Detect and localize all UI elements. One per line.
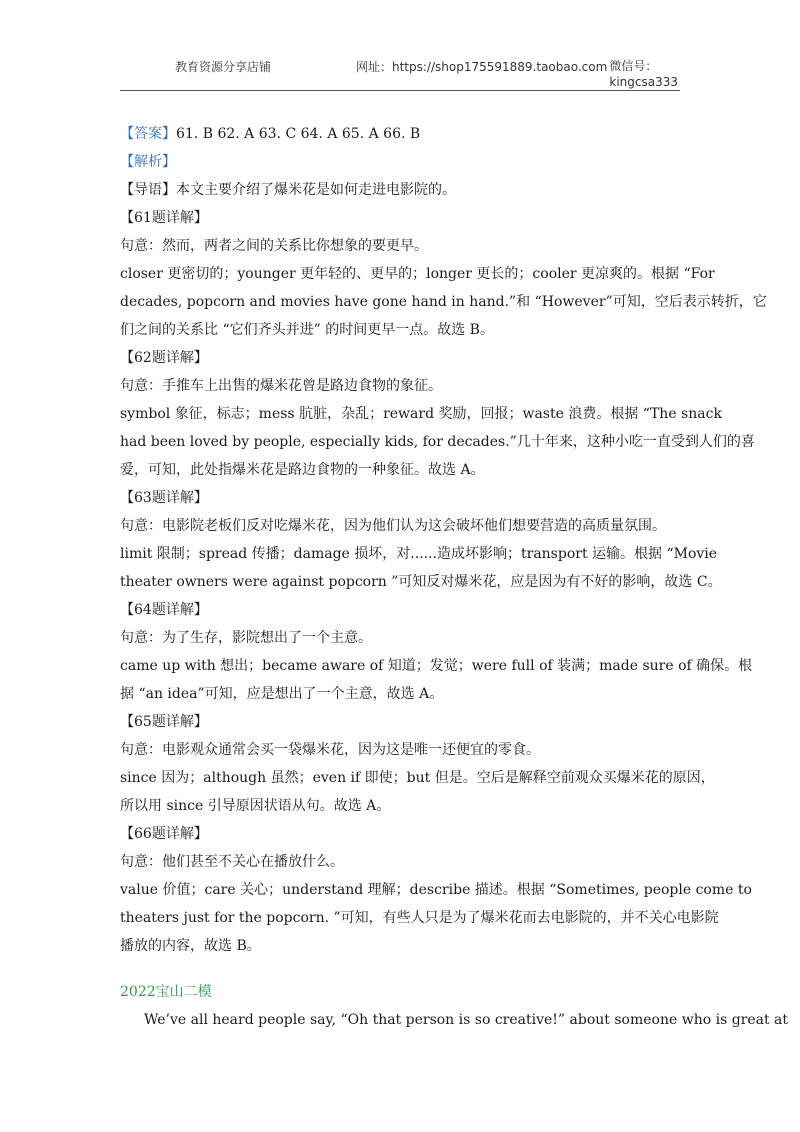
q66-line: 播放的内容，故选 B。	[120, 938, 261, 954]
q66-line: value 价值；care 关心；understand 理解；describe 描述。根据 “Sometimes, people come to	[120, 882, 752, 898]
section-gap	[120, 960, 685, 978]
wechat-id: kingcsa333	[609, 75, 678, 89]
q62-line: 爱，可知，此处指爆米花是路边食物的一种象征。故选 A。	[120, 462, 485, 478]
q61-line: 们之间的关系比 “它们齐头并进” 的时间更早一点。故选 B。	[120, 322, 494, 338]
q66-line: 句意：他们甚至不关心在播放什么。	[120, 854, 344, 870]
analysis-label: 【解析】	[120, 154, 176, 170]
section-title: 2022宝山二模	[120, 984, 212, 1000]
q61-line: closer 更密切的；younger 更年轻的、更早的；longer 更长的；cooler 更凉爽的。根据 “For	[120, 266, 715, 282]
passage-start: We’ve all heard people say, “Oh that person is so creative!” about someone who is great at	[144, 1012, 789, 1028]
q65-line: 所以用 since 引导原因状语从句。故选 A。	[120, 798, 391, 814]
q61-line: 句意：然而，两者之间的关系比你想象的要更早。	[120, 238, 428, 254]
q65-line: 句意：电影观众通常会买一袋爆米花，因为这是唯一还便宜的零食。	[120, 742, 540, 758]
q62-line: symbol 象征，标志；mess 肮脏，杂乱；reward 奖励，回报；waste 浪费。根据 “The snack	[120, 406, 722, 422]
q63-line: 句意：电影院老板们反对吃爆米花，因为他们认为这会破坏他们想要营造的高质量氛围。	[120, 518, 666, 534]
q64-line: came up with 想出；became aware of 知道；发觉；were full of 装满；made sure of 确保。根	[120, 658, 753, 674]
wechat-label: 微信号：	[609, 59, 658, 73]
shop-url[interactable]: 网址：https://shop175591889.taobao.com	[356, 60, 608, 74]
q64-heading: 【64题详解】	[120, 602, 208, 618]
q62-heading: 【62题详解】	[120, 350, 208, 366]
q66-line: theaters just for the popcorn. ”可知，有些人只是为了爆米花而去电影院的，并不关心电影院	[120, 910, 719, 926]
q63-line: limit 限制；spread 传播；damage 损坏，对......造成坏影响；transport 运输。根据 “Movie	[120, 546, 718, 562]
q61-line: decades, popcorn and movies have gone hand in hand.”和 “However”可知，空后表示转折，它	[120, 294, 767, 310]
answer-line	[120, 120, 685, 148]
q61-heading: 【61题详解】	[120, 210, 208, 226]
q65-line: since 因为；although 虽然；even if 即使；but 但是。空后是解释空前观众买爆米花的原因，	[120, 770, 715, 786]
answer-analysis	[120, 120, 789, 1034]
q63-heading: 【63题详解】	[120, 490, 208, 506]
q62-line: had been loved by people, especially kids, for decades.”几十年来，这种小吃一直受到人们的喜	[120, 434, 755, 450]
wechat-info	[609, 58, 678, 90]
q66-heading: 【66题详解】	[120, 826, 208, 842]
q63-line: theater owners were against popcorn ”可知反对爆米花，应是因为有不好的影响，故选 C。	[120, 574, 722, 590]
answer-keys: 61. B 62. A 63. C 64. A 65. A 66. B	[176, 126, 421, 142]
q64-line: 句意：为了生存，影院想出了一个主意。	[120, 630, 372, 646]
answer-label: 【答案】	[120, 126, 176, 142]
q64-line: 据 “an idea”可知，应是想出了一个主意，故选 A。	[120, 686, 444, 702]
q62-line: 句意：手推车上出售的爆米花曾是路边食物的象征。	[120, 378, 442, 394]
page-header	[120, 52, 680, 91]
q65-heading: 【65题详解】	[120, 714, 208, 730]
shop-name: 教育资源分享店铺	[175, 60, 272, 74]
intro-line: 【导语】本文主要介绍了爆米花是如何走进电影院的。	[120, 182, 456, 198]
